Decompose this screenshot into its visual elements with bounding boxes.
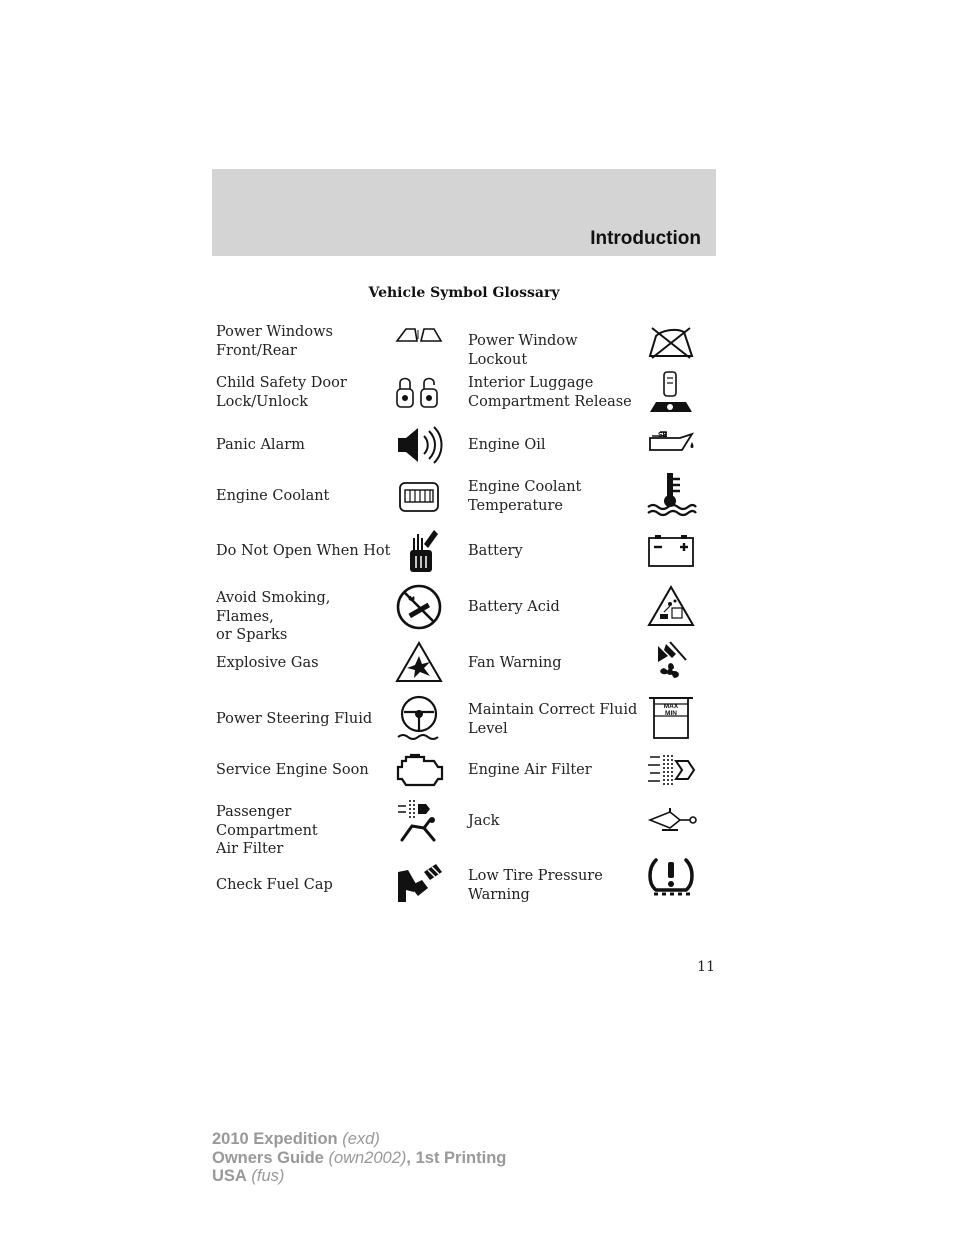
panic-alarm-icon: [394, 424, 444, 466]
symbol-label: Explosive Gas: [216, 655, 319, 671]
footer-line-1: [212, 1130, 506, 1149]
symbol-label: Engine Coolant: [216, 488, 330, 504]
battery-icon: [646, 534, 696, 568]
explosive-gas-icon: [394, 640, 444, 684]
symbol-label: Engine Air Filter: [468, 762, 592, 778]
footer-line-2: [212, 1149, 506, 1168]
glossary-title: Vehicle Symbol Glossary: [368, 285, 560, 301]
footer-market: USA: [212, 1167, 247, 1185]
symbol-label: Panic Alarm: [216, 437, 305, 453]
engine-oil-icon: [646, 428, 698, 456]
low-tire-pressure-icon: [646, 854, 696, 900]
symbol-label: Power Steering Fluid: [216, 711, 373, 727]
section-header: [212, 169, 716, 256]
footer-model: 2010 Expedition: [212, 1130, 338, 1148]
footer-market-code: (fus): [246, 1167, 285, 1185]
battery-acid-icon: [646, 584, 696, 628]
footer-line-3: [212, 1167, 506, 1186]
engine-air-filter-icon: [646, 751, 698, 789]
symbol-label: Service Engine Soon: [216, 762, 369, 778]
section-title: Introduction: [590, 228, 701, 249]
symbol-label: Check Fuel Cap: [216, 877, 333, 893]
power-window-lockout-icon: [646, 324, 696, 360]
fluid-level-icon: [646, 696, 696, 742]
footer-model-code: (exd): [337, 1130, 380, 1148]
symbol-label: Maintain Correct Fluid Level: [468, 702, 638, 737]
cabin-air-filter-icon: [394, 796, 444, 844]
service-engine-icon: [394, 753, 446, 787]
document-footer: [212, 1130, 506, 1186]
footer-guide: Owners Guide: [212, 1148, 324, 1167]
jack-icon: [646, 808, 698, 832]
fuel-cap-icon: [394, 862, 444, 906]
no-smoking-icon: [394, 584, 444, 630]
page-number: 11: [697, 959, 715, 975]
min-label: MIN: [665, 710, 677, 717]
child-safety-lock-icon: [394, 375, 444, 409]
symbol-label: Jack: [468, 813, 500, 829]
power-steering-icon: [394, 694, 444, 742]
engine-coolant-icon: [394, 480, 444, 514]
symbol-label: Engine Oil: [468, 437, 546, 453]
symbol-label: Engine Coolant Temperature: [468, 479, 582, 514]
luggage-release-icon: [646, 370, 696, 416]
max-label: MAX: [663, 703, 679, 710]
symbol-label: Power Windows Front/Rear: [216, 324, 333, 359]
symbol-label: Avoid Smoking, Flames, or Sparks: [216, 590, 331, 643]
fan-warning-icon: [646, 640, 696, 686]
power-windows-icon: [394, 326, 444, 344]
footer-guide-code: (own2002): [323, 1148, 407, 1167]
do-not-open-hot-icon: [394, 528, 444, 574]
symbol-label: Power Window Lockout: [468, 333, 578, 368]
coolant-temperature-icon: [646, 471, 696, 517]
symbol-label: Battery: [468, 543, 523, 559]
symbol-label: Low Tire Pressure Warning: [468, 868, 603, 903]
symbol-label: Child Safety Door Lock/Unlock: [216, 375, 347, 410]
symbol-label: Interior Luggage Compartment Release: [468, 375, 632, 410]
svg-text:SE: SE: [658, 432, 668, 439]
symbol-label: Fan Warning: [468, 655, 562, 671]
symbol-label: Battery Acid: [468, 599, 560, 615]
symbol-label: Passenger Compartment Air Filter: [216, 804, 318, 857]
footer-printing: , 1st Printing: [406, 1148, 507, 1167]
symbol-label: Do Not Open When Hot: [216, 543, 391, 559]
